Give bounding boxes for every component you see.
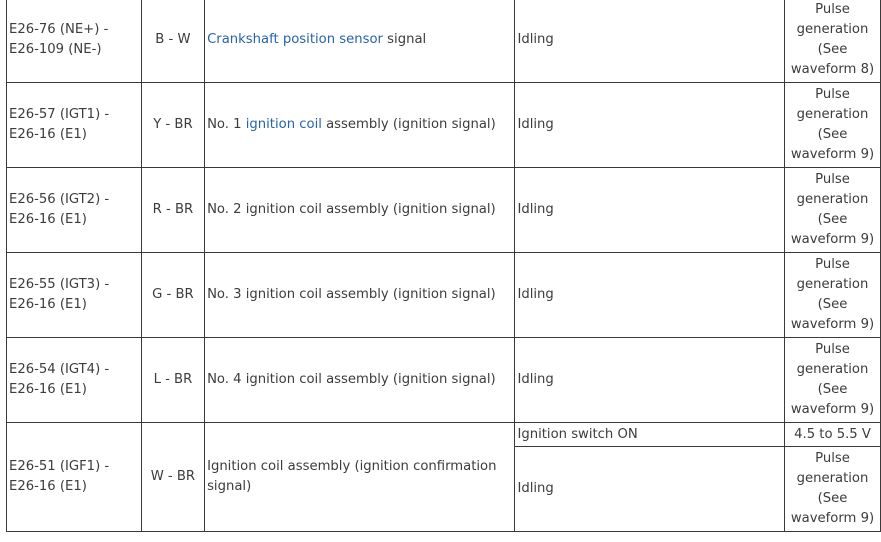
terminal-cell: E26-76 (NE+) - E26-109 (NE-)	[7, 0, 142, 83]
terminal-table	[6, 0, 881, 532]
condition-cell: Idling	[515, 338, 785, 423]
condition-cell: Idling	[515, 447, 785, 532]
description-cell: Ignition coil assembly (ignition confirmation signal)	[205, 423, 515, 532]
specified-condition-cell: Pulse generation (See waveform 8)	[785, 0, 881, 83]
description-text: signal	[382, 32, 427, 47]
description-cell	[205, 83, 515, 168]
description-text: No. 1	[207, 117, 246, 132]
description-text: assembly (ignition signal)	[321, 117, 496, 132]
table-row	[7, 83, 881, 168]
specified-condition-cell: Pulse generation (See waveform 9)	[785, 338, 881, 423]
wire-color-cell: B - W	[141, 0, 204, 83]
description-cell: No. 2 ignition coil assembly (ignition signal)	[205, 168, 515, 253]
condition-cell: Idling	[515, 0, 785, 83]
wire-color-cell: Y - BR	[141, 83, 204, 168]
specified-condition-cell: Pulse generation (See waveform 9)	[785, 83, 881, 168]
table-row	[7, 0, 881, 83]
wire-color-cell: L - BR	[141, 338, 204, 423]
wire-color-cell: W - BR	[141, 423, 204, 532]
table-row	[7, 338, 881, 423]
condition-cell: Idling	[515, 253, 785, 338]
condition-cell: Ignition switch ON	[515, 423, 785, 447]
wire-color-cell: R - BR	[141, 168, 204, 253]
description-cell	[205, 0, 515, 83]
wire-color-cell: G - BR	[141, 253, 204, 338]
terminal-cell: E26-51 (IGF1) - E26-16 (E1)	[7, 423, 142, 532]
description-cell: No. 4 ignition coil assembly (ignition signal)	[205, 338, 515, 423]
specified-condition-cell: Pulse generation (See waveform 9)	[785, 253, 881, 338]
specified-condition-cell: Pulse generation (See waveform 9)	[785, 168, 881, 253]
crankshaft-position-sensor-link[interactable]: Crankshaft position sensor	[207, 32, 383, 47]
terminal-cell: E26-55 (IGT3) - E26-16 (E1)	[7, 253, 142, 338]
terminal-cell: E26-56 (IGT2) - E26-16 (E1)	[7, 168, 142, 253]
terminal-cell: E26-54 (IGT4) - E26-16 (E1)	[7, 338, 142, 423]
condition-cell: Idling	[515, 168, 785, 253]
description-cell: No. 3 ignition coil assembly (ignition signal)	[205, 253, 515, 338]
ignition-coil-link[interactable]: ignition coil	[245, 117, 322, 132]
specified-condition-cell: 4.5 to 5.5 V	[785, 423, 881, 447]
table-row	[7, 168, 881, 253]
terminal-cell: E26-57 (IGT1) - E26-16 (E1)	[7, 83, 142, 168]
table-row	[7, 423, 881, 447]
table-row	[7, 253, 881, 338]
specified-condition-cell: Pulse generation (See waveform 9)	[785, 447, 881, 532]
condition-cell: Idling	[515, 83, 785, 168]
